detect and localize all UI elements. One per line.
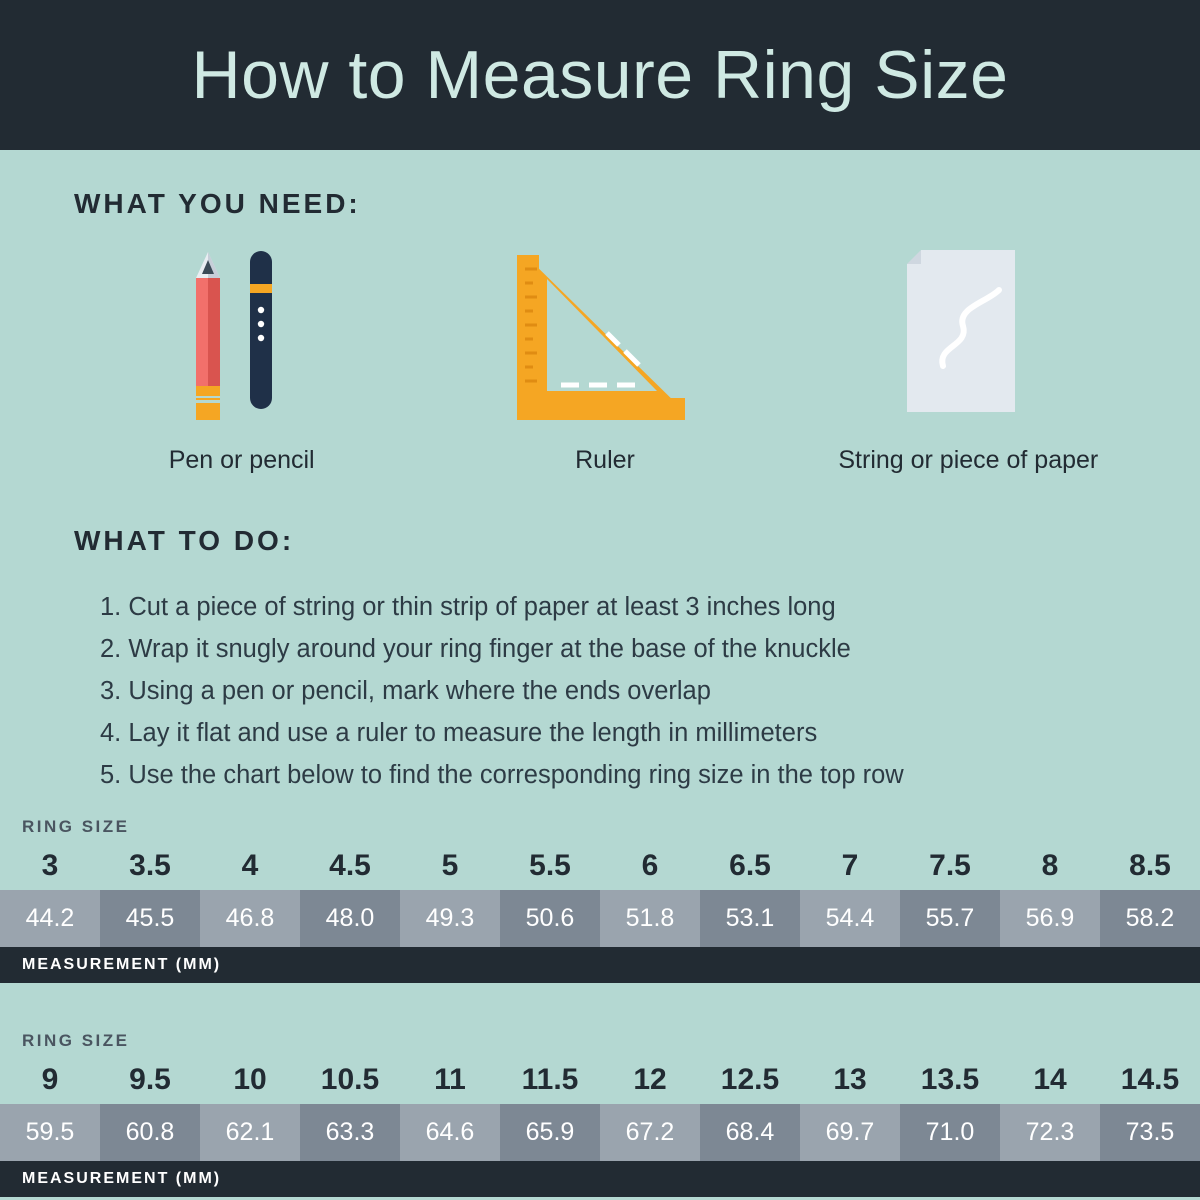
what-you-need-title: WHAT YOU NEED: xyxy=(74,188,361,219)
size-cell: 7.5 xyxy=(929,849,971,882)
size-cell: 13.5 xyxy=(920,1063,980,1096)
measurement-cell: 46.8 xyxy=(200,890,300,947)
page-title: How to Measure Ring Size xyxy=(191,37,1009,113)
size-cell: 12.5 xyxy=(720,1063,780,1096)
step-item: 4. Lay it flat and use a ruler to measure the length in millimeters xyxy=(100,719,818,747)
measurement-cell: 71.0 xyxy=(900,1104,1000,1161)
measurement-cell: 60.8 xyxy=(100,1104,200,1161)
ring-size-table-2 xyxy=(0,1026,1200,1197)
measurement-cell: 65.9 xyxy=(500,1104,600,1161)
supply-caption: Ruler xyxy=(575,446,635,474)
size-cell: 6 xyxy=(641,849,659,882)
measurement-cell: 72.3 xyxy=(1000,1104,1100,1161)
size-cell: 14 xyxy=(1033,1063,1067,1096)
header-bar xyxy=(0,0,1200,150)
pen-icon xyxy=(244,248,278,420)
measurement-cell: 44.2 xyxy=(0,890,100,947)
supply-item xyxy=(60,240,423,475)
size-cell: 9 xyxy=(41,1063,59,1096)
pencil-icon xyxy=(194,252,222,420)
measurement-cell: 69.7 xyxy=(800,1104,900,1161)
measurement-cell: 58.2 xyxy=(1100,890,1200,947)
measurement-cell: 56.9 xyxy=(1000,890,1100,947)
size-cell: 7 xyxy=(841,849,859,882)
measurement-cell: 62.1 xyxy=(200,1104,300,1161)
ring-size-table-1 xyxy=(0,812,1200,983)
supply-item xyxy=(423,240,786,475)
what-to-do-title: WHAT TO DO: xyxy=(74,525,295,556)
size-cell: 3 xyxy=(41,849,59,882)
measurement-label-bar xyxy=(0,1161,1200,1197)
size-cell: 11 xyxy=(434,1063,466,1096)
measurement-cell: 50.6 xyxy=(500,890,600,947)
measurement-label: MEASUREMENT (MM) xyxy=(22,956,222,973)
measurement-cell: 49.3 xyxy=(400,890,500,947)
measurement-cell: 48.0 xyxy=(300,890,400,947)
size-cell: 5.5 xyxy=(529,849,571,882)
paper-and-string-icon xyxy=(903,250,1033,420)
size-cell: 13 xyxy=(833,1063,867,1096)
measurement-label: MEASUREMENT (MM) xyxy=(22,1170,222,1187)
size-cell: 6.5 xyxy=(729,849,771,882)
size-cell: 10.5 xyxy=(320,1063,380,1096)
size-cell: 9.5 xyxy=(129,1063,171,1096)
step-item: 5. Use the chart below to find the corresponding ring size in the top row xyxy=(100,761,904,789)
size-cell: 3.5 xyxy=(129,849,171,882)
size-cell: 4 xyxy=(241,849,259,882)
measurement-cell: 53.1 xyxy=(700,890,800,947)
size-cell: 4.5 xyxy=(329,849,371,882)
size-cell: 8.5 xyxy=(1129,849,1171,882)
supplies-list xyxy=(60,240,1150,475)
ruler-icon xyxy=(517,255,692,420)
size-cell: 12 xyxy=(633,1063,667,1096)
pencil-and-pen-icon xyxy=(172,245,312,420)
size-cell: 10 xyxy=(233,1063,267,1096)
step-item: 3. Using a pen or pencil, mark where the ends overlap xyxy=(100,677,711,705)
table-row-measurements xyxy=(0,890,1200,947)
size-cell: 5 xyxy=(441,849,459,882)
measurement-cell: 63.3 xyxy=(300,1104,400,1161)
measurement-cell: 45.5 xyxy=(100,890,200,947)
measurement-cell: 51.8 xyxy=(600,890,700,947)
measurement-cell: 64.6 xyxy=(400,1104,500,1161)
measurement-cell: 54.4 xyxy=(800,890,900,947)
measurement-label-bar xyxy=(0,947,1200,983)
steps-list xyxy=(100,586,1150,796)
table-row-measurements xyxy=(0,1104,1200,1161)
table-row-sizes xyxy=(0,842,1200,890)
supply-caption: String or piece of paper xyxy=(838,446,1099,474)
supply-caption: Pen or pencil xyxy=(168,446,315,474)
measurement-cell: 67.2 xyxy=(600,1104,700,1161)
supply-art xyxy=(172,240,312,420)
ring-size-label: RING SIZE xyxy=(22,817,130,836)
supply-art xyxy=(517,240,692,420)
supply-art xyxy=(903,240,1033,420)
size-cell: 14.5 xyxy=(1120,1063,1180,1096)
table-row-sizes xyxy=(0,1056,1200,1104)
step-item: 1. Cut a piece of string or thin strip of paper at least 3 inches long xyxy=(100,593,836,621)
measurement-cell: 68.4 xyxy=(700,1104,800,1161)
size-cell: 8 xyxy=(1041,849,1059,882)
step-item: 2. Wrap it snugly around your ring finger at the base of the knuckle xyxy=(100,635,851,663)
measurement-cell: 59.5 xyxy=(0,1104,100,1161)
measurement-cell: 73.5 xyxy=(1100,1104,1200,1161)
size-cell: 11.5 xyxy=(521,1063,579,1096)
supply-item xyxy=(787,240,1150,475)
measurement-cell: 55.7 xyxy=(900,890,1000,947)
ring-size-label: RING SIZE xyxy=(22,1031,130,1050)
